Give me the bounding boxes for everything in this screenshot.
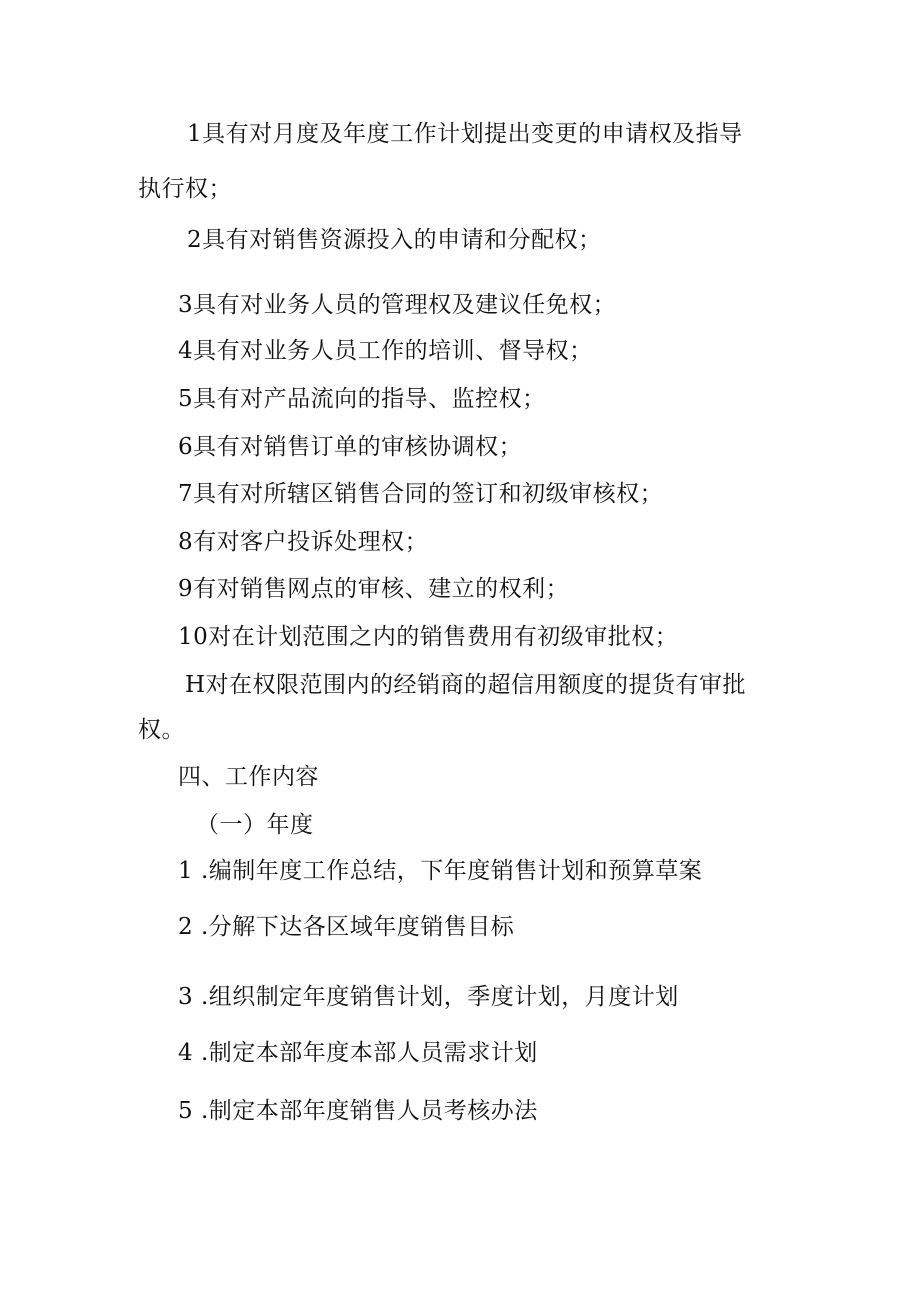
text-line-9: 8有对客户投诉处理权； <box>178 529 429 555</box>
list-item-4: 4 .制定本部年度本部人员需求计划 <box>178 1040 538 1066</box>
text-line-3: 2具有对销售资源投入的申请和分配权； <box>187 227 602 253</box>
text-line-12: H对在权限范围内的经销商的超信用额度的提货有审批 <box>185 672 747 698</box>
list-item-3: 3 .组织制定年度销售计划，季度计划，月度计划 <box>178 984 679 1010</box>
text-line-5: 4具有对业务人员工作的培训、督导权； <box>178 338 593 364</box>
text-line-1: 1具有对月度及年度工作计划提出变更的申请权及指导 <box>187 121 743 147</box>
list-item-2: 2 .分解下达各区域年度销售目标 <box>178 914 515 940</box>
text-line-7: 6具有对销售订单的审核协调权； <box>178 434 523 460</box>
list-item-1: 1 .编制年度工作总结，下年度销售计划和预算草案 <box>178 858 703 884</box>
text-line-13: 权。 <box>138 717 185 743</box>
text-line-8: 7具有对所辖区销售合同的签订和初级审核权； <box>178 481 664 507</box>
subsection-heading: （一）年度 <box>196 812 314 838</box>
text-line-4: 3具有对业务人员的管理权及建议任免权； <box>178 292 617 318</box>
section-heading: 四、工作内容 <box>178 764 319 790</box>
text-line-10: 9有对销售网点的审核、建立的权利； <box>178 576 570 602</box>
text-line-2: 执行权； <box>138 176 232 202</box>
list-item-5: 5 .制定本部年度销售人员考核办法 <box>178 1098 538 1124</box>
text-line-11: 10对在计划范围之内的销售费用有初级审批权； <box>178 624 679 650</box>
text-line-6: 5具有对产品流向的指导、监控权； <box>178 386 546 412</box>
